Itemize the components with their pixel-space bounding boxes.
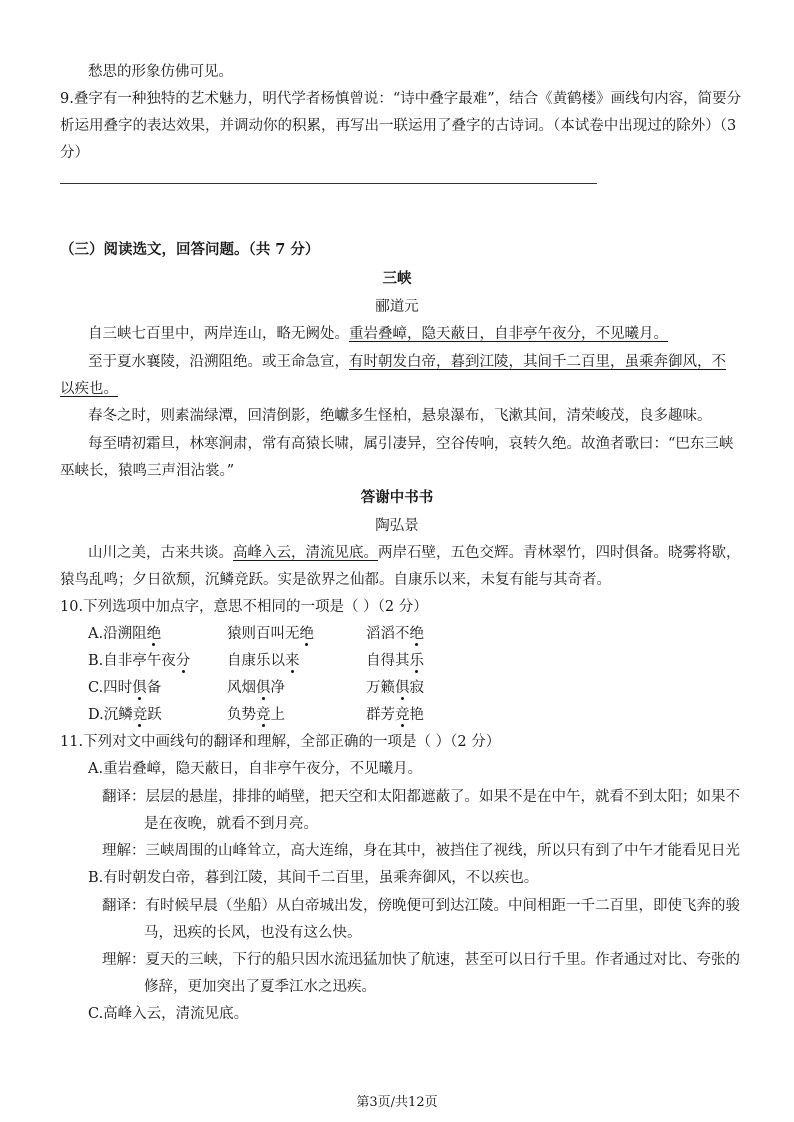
q11-a-understanding: 理解：三峡周围的山峰耸立，高大连绵，身在其中，被挡住了视线，所以只有到了中午才能看见日光 <box>102 843 740 859</box>
q11-b-translation-1: 翻译：有时候早晨（坐船）从白帝城出发，傍晚便可到达江陵。中间相距一千二百里，即使飞奔的骏 <box>102 898 740 914</box>
q9-line-3: 分） <box>60 145 89 161</box>
q10-c-item-2: 风烟俱净 <box>227 680 285 696</box>
q10-b-item-3: 自得其乐 <box>366 653 424 669</box>
q10-d-item-1: D.沉鳞竞跃 <box>88 707 162 723</box>
passage-1-paragraph-4: 每至晴初霜旦，林寒涧肃，常有高猿长啸，属引凄异，空谷传响，哀转久绝。故渔者歌曰：“巴东三峡 <box>88 436 734 452</box>
underlined-sentence-a: 重岩叠嶂，隐天蔽日，自非亭午夜分，不见曦月。 <box>349 326 668 342</box>
passage-1-paragraph-1 <box>88 324 668 344</box>
q10-d-item-2: 负势竞上 <box>227 707 285 723</box>
passage-2-title: 答谢中书书 <box>360 489 434 506</box>
paragraph-2-text: 至于夏水襄陵，沿溯阻绝。或王命急宣， <box>88 354 349 370</box>
passage-1-paragraph-2-cont: 以疾也。 <box>60 381 118 397</box>
q11-a-translation-1: 翻译：层层的悬崖，排排的峭壁，把天空和太阳都遮蔽了。如果不是在中午，就看不到太阳；如果不 <box>102 789 740 805</box>
passage-1-title: 三峡 <box>382 270 412 287</box>
q10-b-item-2: 自康乐以来 <box>227 653 300 669</box>
q11-b-translation-2: 马，迅疾的长风，也没有这么快。 <box>144 925 362 941</box>
q10-c-item-3: 万籁俱寂 <box>366 680 424 696</box>
q10-a-item-1: A.沿溯阻绝 <box>88 626 162 642</box>
q11-b-understanding-2: 修辞，更加突出了夏季江水之迅疾。 <box>144 979 376 995</box>
passage-2-line-1 <box>88 543 741 563</box>
passage-2-text-b: 两岸石壁，五色交辉。青林翠竹，四时俱备。晓雾将歇， <box>378 545 741 561</box>
q10-stem: 10.下列选项中加点字，意思不相同的一项是（ ）（2 分） <box>60 599 428 615</box>
q8-tail-text: 愁思的形象仿佛可见。 <box>88 64 233 80</box>
passage-1-author: 郦道元 <box>375 299 419 315</box>
q9-line-1: 9.叠字有一种独特的艺术魅力，明代学者杨慎曾说：“诗中叠字最难”，结合《黄鹤楼》画线句内容，简要分 <box>60 91 742 107</box>
q10-b-item-1: B.自非亭午夜分 <box>88 653 191 669</box>
section-3-heading: （三）阅读选文，回答问题。（共 7 分） <box>60 241 320 258</box>
passage-1-paragraph-2 <box>88 352 726 372</box>
underlined-sentence-b: 有时朝发白帝，暮到江陵，其间千二百里，虽乘奔御风，不 <box>349 354 726 370</box>
passage-2-author: 陶弘景 <box>375 518 419 534</box>
passage-1-paragraph-4-cont: 巫峡长，猿鸣三声泪沾裳。” <box>60 463 235 479</box>
q11-a-translation-2: 是在夜晚，就看不到月亮。 <box>144 816 318 832</box>
passage-2-line-2: 猿鸟乱鸣；夕日欲颓，沉鳞竞跃。实是欲界之仙都。自康乐以来，未复有能与其奇者。 <box>60 572 611 588</box>
q11-a-sentence: A.重岩叠嶂，隐天蔽日，自非亭午夜分，不见曦月。 <box>88 761 423 777</box>
q11-b-understanding-1: 理解：夏天的三峡，下行的船只因水流迅猛加快了航速，甚至可以日行千里。作者通过对比、夸张的 <box>102 952 740 968</box>
q11-c-sentence: C.高峰入云，清流见底。 <box>88 1006 249 1022</box>
q11-b-sentence: B.有时朝发白帝，暮到江陵，其间千二百里，虽乘奔御风，不以疾也。 <box>88 870 539 886</box>
q11-stem: 11.下列对文中画线句的翻译和理解，全部正确的一项是（ ）（2 分） <box>60 734 501 750</box>
paragraph-1-text: 自三峡七百里中，两岸连山，略无阙处。 <box>88 326 349 342</box>
q10-a-item-3: 滔滔不绝 <box>366 626 424 642</box>
underlined-sentence-c: 高峰入云，清流见底。 <box>233 545 378 561</box>
page-number: 第3页/共12页 <box>356 1095 438 1110</box>
q10-d-item-3: 群芳竞艳 <box>366 707 424 723</box>
q10-a-item-2: 猿则百叫无绝 <box>227 626 314 642</box>
q9-answer-line[interactable] <box>60 183 597 184</box>
q10-c-item-1: C.四时俱备 <box>88 680 162 696</box>
q9-line-2: 析运用叠字的表达效果，并调动你的积累，再写出一联运用了叠字的古诗词。（本试卷中出现过的除外）（3 <box>60 118 737 134</box>
passage-1-paragraph-3: 春冬之时，则素湍绿潭，回清倒影，绝巘多生怪柏，悬泉瀑布，飞漱其间，清荣峻茂，良多趣味。 <box>88 408 712 424</box>
passage-2-text-a: 山川之美，古来共谈。 <box>88 545 233 561</box>
